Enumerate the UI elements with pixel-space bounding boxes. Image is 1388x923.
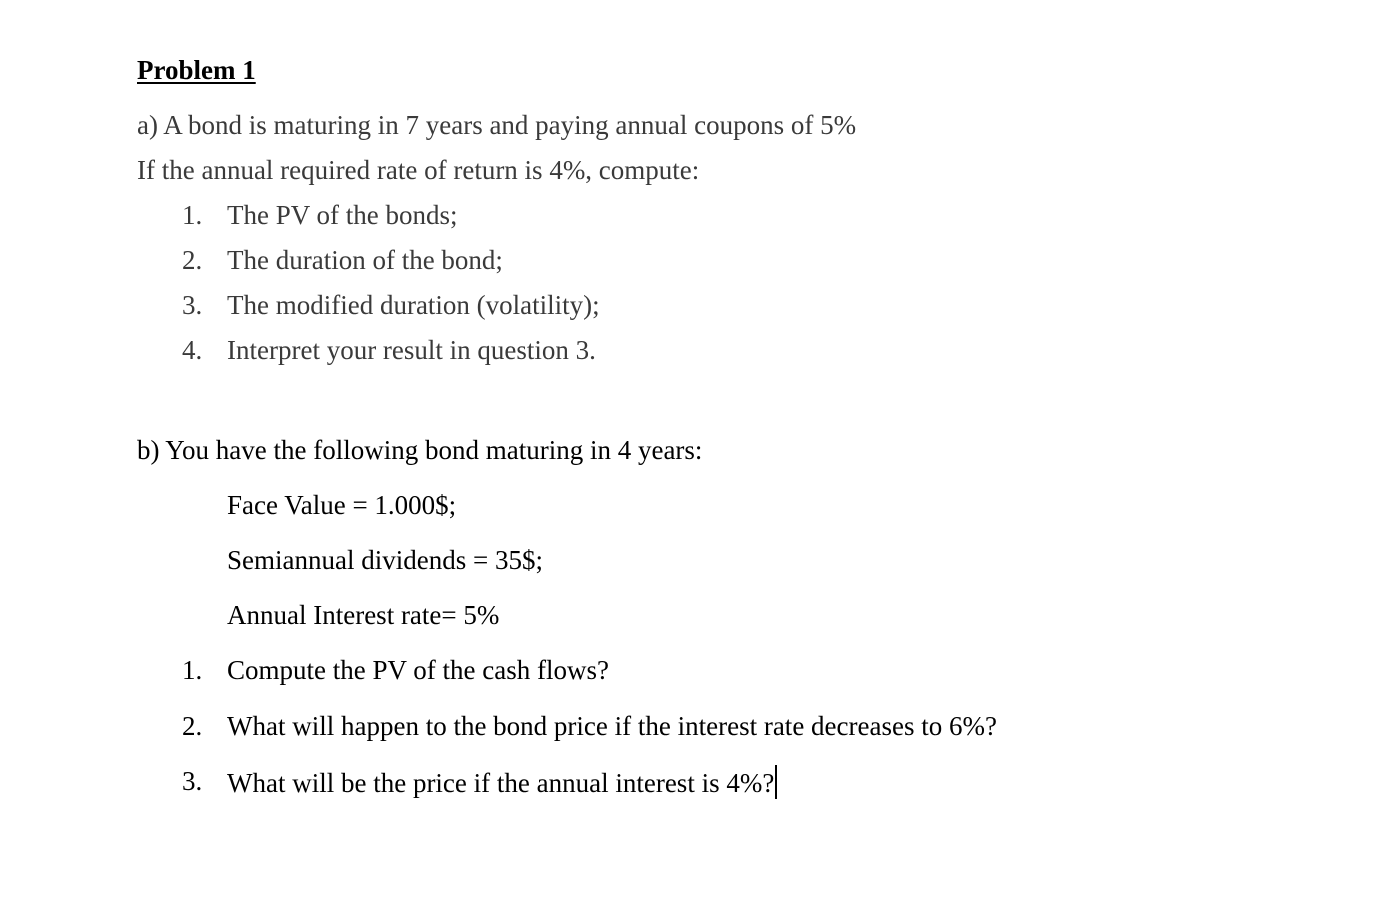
part-a-intro-line2: If the annual required rate of return is 4%, compute: [137,155,700,185]
list-number: 3. [182,766,203,796]
part-b-intro: b) You have the following bond maturing in 4 years: [137,435,703,465]
text-cursor [775,765,777,799]
part-b-dividends: Semiannual dividends = 35$; [227,545,543,575]
question-text: What will be the price if the annual interest is 4%? [227,768,775,798]
question-text: Interpret your result in question 3. [227,335,596,365]
list-number: 1. [182,655,203,685]
list-number: 4. [182,335,203,365]
problem-title: Problem 1 [137,55,256,85]
part-b-interest-rate: Annual Interest rate= 5% [227,600,500,630]
list-number: 3. [182,290,203,320]
question-text: The PV of the bonds; [227,200,458,230]
question-text: The duration of the bond; [227,245,503,275]
question-text: What will happen to the bond price if the interest rate decreases to 6%? [227,711,997,741]
list-number: 2. [182,711,203,741]
part-a-intro-line1: a) A bond is maturing in 7 years and paying annual coupons of 5% [137,110,857,140]
question-text: Compute the PV of the cash flows? [227,655,609,685]
question-text: The modified duration (volatility); [227,290,600,320]
list-number: 2. [182,245,203,275]
question-text-with-caret [227,765,777,799]
part-b-face-value: Face Value = 1.000$; [227,490,457,520]
list-number: 1. [182,200,203,230]
